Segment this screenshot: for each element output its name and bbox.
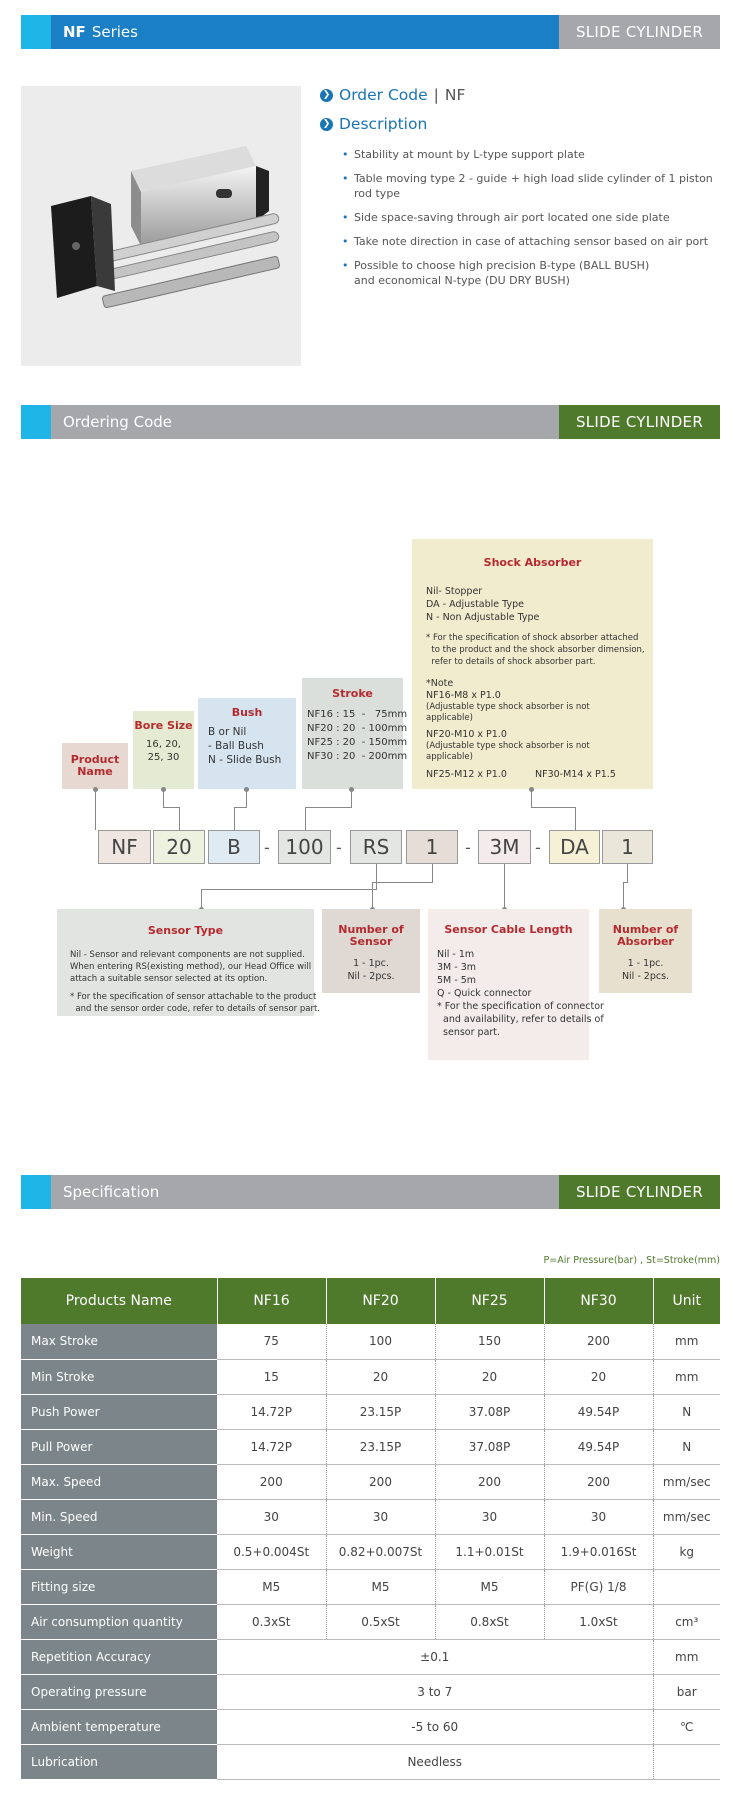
- value-cell: 15: [217, 1359, 326, 1394]
- number-of-absorber-box: [599, 909, 692, 993]
- code-cell-num-sensor: 1: [406, 830, 458, 864]
- value-cell: 3 to 7: [217, 1674, 653, 1709]
- table-row: [21, 1394, 720, 1429]
- code-cell-product: NF: [98, 830, 151, 864]
- spec-header-nf25: NF25: [435, 1278, 544, 1324]
- row-label: Max Stroke: [21, 1324, 217, 1359]
- unit-cell: mm: [653, 1324, 720, 1359]
- value-cell: 150: [435, 1324, 544, 1359]
- value-cell: 30: [435, 1499, 544, 1534]
- value-cell: 0.8xSt: [435, 1604, 544, 1639]
- value-cell: PF(G) 1/8: [544, 1569, 653, 1604]
- row-label: Max. Speed: [21, 1464, 217, 1499]
- series-name: NF: [63, 23, 86, 41]
- unit-cell: mm/sec: [653, 1499, 720, 1534]
- arrow-circle-icon: ❯: [320, 89, 333, 102]
- bush-box: [198, 698, 296, 789]
- value-cell: 37.08P: [435, 1394, 544, 1429]
- value-cell: 0.3xSt: [217, 1604, 326, 1639]
- value-cell: 30: [544, 1499, 653, 1534]
- category-tag: SLIDE CYLINDER: [559, 15, 720, 49]
- description-item: • Table moving type 2 - guide + high load slide cylinder of 1 piston rod type: [342, 171, 722, 201]
- value-cell: 14.72P: [217, 1394, 326, 1429]
- description-item: • Side space-saving through air port located one side plate: [342, 210, 722, 225]
- row-label: Weight: [21, 1534, 217, 1569]
- shock-absorber-nf25: NF25-M12 x P1.0: [426, 769, 507, 780]
- series-label: Series: [91, 23, 138, 41]
- product-name-box: [62, 743, 128, 789]
- ordering-code-title: Ordering Code: [51, 405, 559, 439]
- shock-absorber-spec-note: * For the specification of shock absorber attached to the product and the shock absorber dimension, refer to details of shock absorber part.: [426, 633, 645, 667]
- specification-title: Specification: [51, 1175, 559, 1209]
- sensor-type-box: [57, 909, 320, 1016]
- spec-header-nf20: NF20: [326, 1278, 435, 1324]
- value-cell: 1.1+0.01St: [435, 1534, 544, 1569]
- series-header-bar: [21, 15, 720, 49]
- code-dash: -: [336, 838, 342, 857]
- value-cell: 0.5+0.004St: [217, 1534, 326, 1569]
- table-row: [21, 1604, 720, 1639]
- bush-text: B or Nil - Ball Bush N - Slide Bush: [208, 726, 282, 766]
- number-of-sensor-text: 1 - 1pc. Nil - 2pcs.: [347, 958, 395, 982]
- value-cell: 1.0xSt: [544, 1604, 653, 1639]
- code-cell-shock-absorber: DA: [549, 830, 600, 864]
- shock-absorber-box: [412, 539, 653, 789]
- value-cell: 49.54P: [544, 1394, 653, 1429]
- number-of-sensor-title: Number of Sensor: [338, 923, 404, 948]
- value-cell: -5 to 60: [217, 1709, 653, 1744]
- row-label: Push Power: [21, 1394, 217, 1429]
- sensor-type-text: Nil - Sensor and relevant components are not supplied. When entering RS(existing method), our Head Office will attach a suitable sensor selected at its option.: [70, 950, 312, 984]
- table-row: [21, 1674, 720, 1709]
- shock-absorber-nf30: NF30-M14 x P1.5: [535, 769, 616, 780]
- sensor-type-note: * For the specification of sensor attachable to the product and the sensor order code, refer to details of sensor part.: [70, 992, 320, 1014]
- value-cell: 23.15P: [326, 1394, 435, 1429]
- value-cell: 200: [435, 1464, 544, 1499]
- order-code-value: NF: [444, 86, 466, 104]
- table-row: [21, 1464, 720, 1499]
- value-cell: 100: [326, 1324, 435, 1359]
- table-row: [21, 1359, 720, 1394]
- row-label: Pull Power: [21, 1429, 217, 1464]
- shock-absorber-types: Nil- Stopper DA - Adjustable Type N - Non Adjustable Type: [426, 586, 540, 623]
- row-label: Ambient temperature: [21, 1709, 217, 1744]
- value-cell: 200: [326, 1464, 435, 1499]
- value-cell: M5: [217, 1569, 326, 1604]
- description-label: Description: [339, 115, 428, 133]
- unit-cell: mm: [653, 1639, 720, 1674]
- spec-header-products: Products Name: [21, 1278, 217, 1324]
- shock-absorber-note-title: *Note: [426, 678, 454, 689]
- description-item: [342, 258, 722, 288]
- spec-note: P=Air Pressure(bar) , St=Stroke(mm): [543, 1255, 720, 1266]
- header-accent: [21, 405, 51, 439]
- table-row: [21, 1499, 720, 1534]
- code-cell-num-absorber: 1: [602, 830, 653, 864]
- value-cell: 200: [544, 1464, 653, 1499]
- specification-header-bar: [21, 1175, 720, 1209]
- unit-cell: mm/sec: [653, 1464, 720, 1499]
- unit-cell: kg: [653, 1534, 720, 1569]
- number-of-absorber-title: Number of Absorber: [612, 923, 679, 948]
- description-item-line: and economical N-type (DU DRY BUSH): [354, 274, 570, 287]
- ordering-code-header-bar: [21, 405, 720, 439]
- number-of-sensor-box: [322, 909, 420, 993]
- table-row: [21, 1569, 720, 1604]
- shock-absorber-nf16-note: (Adjustable type shock absorber is not applicable): [426, 702, 590, 723]
- shock-absorber-nf20: NF20-M10 x P1.0: [426, 729, 507, 740]
- table-row: [21, 1709, 720, 1744]
- value-cell: 23.15P: [326, 1429, 435, 1464]
- table-row: [21, 1324, 720, 1359]
- order-code-line: [320, 86, 465, 104]
- row-label: Min Stroke: [21, 1359, 217, 1394]
- stroke-box: [302, 678, 408, 789]
- description-list: [342, 147, 722, 297]
- stroke-text: NF16 : 15 - 75mm NF20 : 20 - 100mm NF25 : 20 - 150mm NF30 : 20 - 200mm: [307, 709, 408, 762]
- code-dash: -: [535, 838, 541, 857]
- value-cell: 30: [326, 1499, 435, 1534]
- description-heading: [320, 115, 427, 133]
- code-cell-bush: B: [208, 830, 260, 864]
- order-code-separator: |: [433, 86, 439, 104]
- bore-size-box: [133, 711, 194, 789]
- value-cell: 49.54P: [544, 1429, 653, 1464]
- sensor-type-title: Sensor Type: [147, 924, 224, 937]
- code-cell-sensor-type: RS: [350, 830, 402, 864]
- row-label: Air consumption quantity: [21, 1604, 217, 1639]
- shock-absorber-sizes: [426, 768, 639, 781]
- row-label: Lubrication: [21, 1744, 217, 1779]
- spec-header-nf16: NF16: [217, 1278, 326, 1324]
- value-cell: ±0.1: [217, 1639, 653, 1674]
- unit-cell: N: [653, 1429, 720, 1464]
- arrow-circle-icon: ❯: [320, 118, 333, 131]
- table-row: [21, 1639, 720, 1674]
- code-dash: -: [264, 838, 270, 857]
- sensor-cable-length-text: Nil - 1m 3M - 3m 5M - 5m Q - Quick connector * For the specification of connector and availability, refer to details of sensor part.: [437, 949, 604, 1038]
- header-accent: [21, 15, 51, 49]
- value-cell: 20: [435, 1359, 544, 1394]
- shock-absorber-nf16: NF16-M8 x P1.0: [426, 690, 501, 701]
- category-tag: SLIDE CYLINDER: [559, 1175, 720, 1209]
- unit-cell: cm³: [653, 1604, 720, 1639]
- table-row: [21, 1534, 720, 1569]
- unit-cell: N: [653, 1394, 720, 1429]
- spec-table: [21, 1278, 720, 1780]
- spec-header-nf30: NF30: [544, 1278, 653, 1324]
- unit-cell: [653, 1569, 720, 1604]
- value-cell: 37.08P: [435, 1429, 544, 1464]
- stroke-title: Stroke: [332, 687, 373, 700]
- code-cell-stroke: 100: [278, 830, 331, 864]
- unit-cell: mm: [653, 1359, 720, 1394]
- description-item: • Stability at mount by L-type support plate: [342, 147, 722, 162]
- value-cell: 20: [544, 1359, 653, 1394]
- code-dash: -: [465, 838, 471, 857]
- value-cell: 30: [217, 1499, 326, 1534]
- value-cell: 0.5xSt: [326, 1604, 435, 1639]
- row-label: Repetition Accuracy: [21, 1639, 217, 1674]
- shock-absorber-title: Shock Absorber: [483, 556, 582, 569]
- order-code-label: Order Code: [339, 86, 428, 104]
- value-cell: 20: [326, 1359, 435, 1394]
- value-cell: 0.82+0.007St: [326, 1534, 435, 1569]
- table-row: [21, 1429, 720, 1464]
- row-label: Operating pressure: [21, 1674, 217, 1709]
- value-cell: Needless: [217, 1744, 653, 1779]
- row-label: Min. Speed: [21, 1499, 217, 1534]
- code-cell-bore: 20: [153, 830, 205, 864]
- sensor-cable-length-title: Sensor Cable Length: [444, 923, 573, 936]
- product-name-title: Product Name: [70, 753, 120, 778]
- unit-cell: ℃: [653, 1709, 720, 1744]
- bush-title: Bush: [231, 706, 263, 719]
- description-item-line: • Possible to choose high precision B-type (BALL BUSH): [354, 259, 650, 272]
- value-cell: M5: [326, 1569, 435, 1604]
- table-row: [21, 1744, 720, 1779]
- value-cell: 200: [544, 1324, 653, 1359]
- sensor-cable-length-box: [428, 909, 604, 1060]
- value-cell: 1.9+0.016St: [544, 1534, 653, 1569]
- value-cell: 14.72P: [217, 1429, 326, 1464]
- value-cell: 75: [217, 1324, 326, 1359]
- code-cell-cable: 3M: [478, 830, 531, 864]
- bore-size-text: 16, 20, 25, 30: [146, 739, 181, 763]
- unit-cell: [653, 1744, 720, 1779]
- spec-header-row: [21, 1278, 720, 1324]
- row-label: Fitting size: [21, 1569, 217, 1604]
- header-accent: [21, 1175, 51, 1209]
- spec-header-unit: Unit: [653, 1278, 720, 1324]
- shock-absorber-nf20-note: (Adjustable type shock absorber is not applicable): [426, 741, 590, 762]
- unit-cell: bar: [653, 1674, 720, 1709]
- series-title: [51, 15, 559, 49]
- description-item: • Take note direction in case of attaching sensor based on air port: [342, 234, 722, 249]
- number-of-absorber-text: 1 - 1pc. Nil - 2pcs.: [621, 958, 670, 982]
- bore-size-title: Bore Size: [134, 719, 193, 732]
- value-cell: M5: [435, 1569, 544, 1604]
- product-image: [21, 86, 301, 366]
- category-tag: SLIDE CYLINDER: [559, 405, 720, 439]
- value-cell: 200: [217, 1464, 326, 1499]
